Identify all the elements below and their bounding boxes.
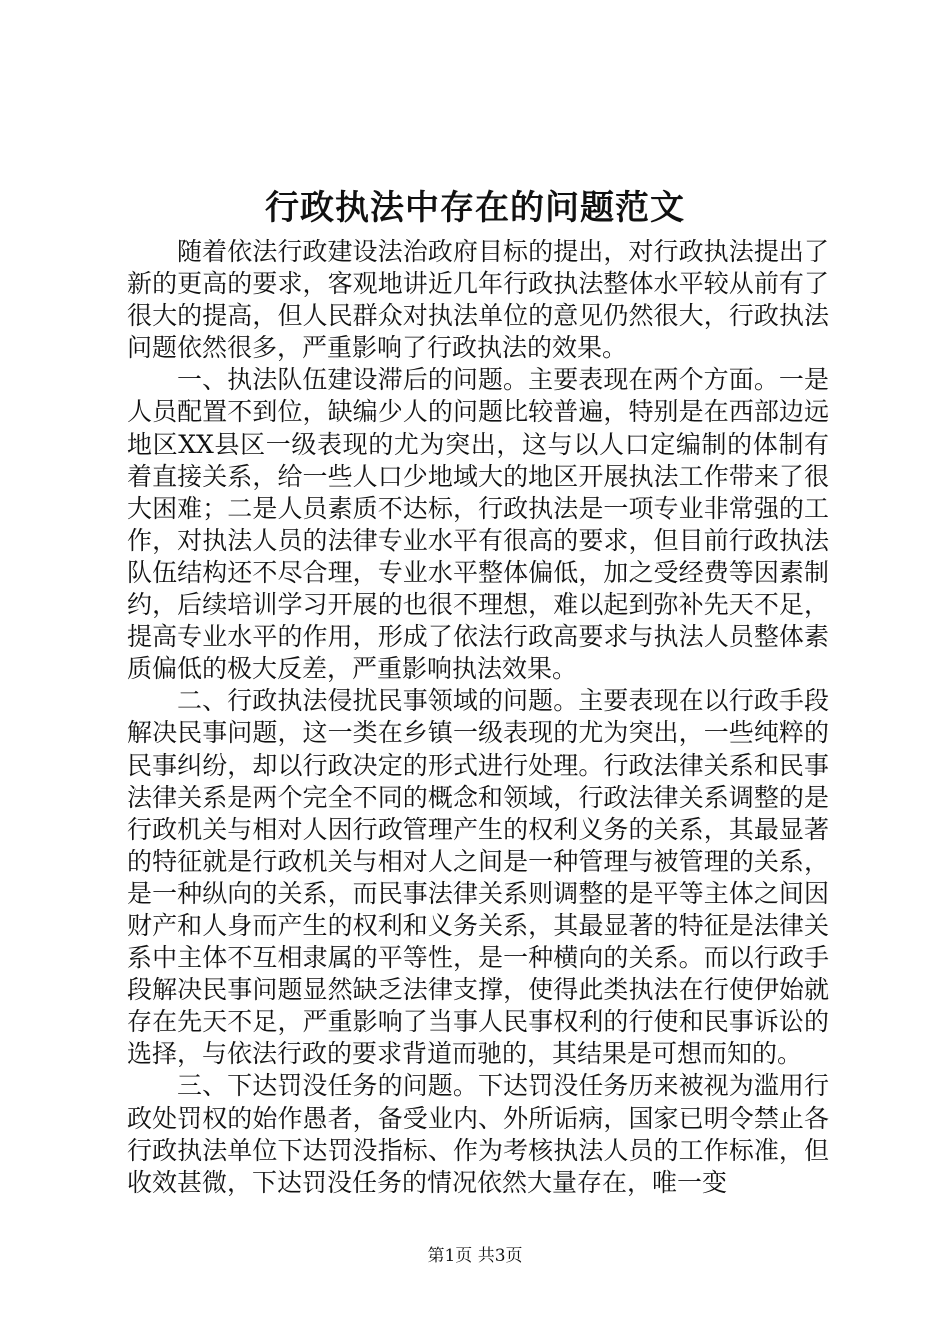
document-title: 行政执法中存在的问题范文 <box>265 188 685 228</box>
document-body <box>127 236 829 1199</box>
paragraph-section-1: 一、执法队伍建设滞后的问题。主要表现在两个方面。一是人员配置不到位，缺编少人的问题比较普遍，特别是在西部边远地区XX县区一级表现的尤为突出，这与以人口定编制的体制有着直接关系，给一些人口少地域大的地区开展执法工作带来了很大困难；二是人员素质不达标，行政执法是一项专业非常强的工作，对执法人员的法律专业水平有很高的要求，但目前行政执法队伍结构还不尽合理，专业水平整体偏低，加之受经费等因素制约，后续培训学习开展的也很不理想，难以起到弥补先天不足，提高专业水平的作用，形成了依法行政高要求与执法人员整体素质偏低的极大反差，严重影响执法效果。 <box>127 365 829 684</box>
paragraph-section-2: 二、行政执法侵扰民事领域的问题。主要表现在以行政手段解决民事问题，这一类在乡镇一级表现的尤为突出，一些纯粹的民事纠纷，却以行政决定的形式进行处理。行政法律关系和民事法律关系是两个完全不同的概念和领域，行政法律关系调整的是行政机关与相对人因行政管理产生的权利义务的关系，其最显著的特征就是行政机关与相对人之间是一种管理与被管理的关系，是一种纵向的关系，而民事法律关系则调整的是平等主体之间因财产和人身而产生的权利和义务关系，其最显著的特征是法律关系中主体不互相隶属的平等性，是一种横向的关系。而以行政手段解决民事问题显然缺乏法律支撑，使得此类执法在行使伊始就存在先天不足，严重影响了当事人民事权利的行使和民事诉讼的选择，与依法行政的要求背道而驰的，其结果是可想而知的。 <box>127 686 829 1069</box>
page-footer: 第1页 共3页 <box>427 1246 523 1266</box>
paragraph-section-3: 三、下达罚没任务的问题。下达罚没任务历来被视为滥用行政处罚权的始作愚者，备受业内、外所诟病，国家已明令禁止各行政执法单位下达罚没指标、作为考核执法人员的工作标准，但收效甚微，下达罚没任务的情况依然大量存在，唯一变 <box>127 1071 829 1197</box>
paragraph-intro: 随着依法行政建设法治政府目标的提出，对行政执法提出了新的更高的要求，客观地讲近几年行政执法整体水平较从前有了很大的提高，但人民群众对执法单位的意见仍然很大，行政执法问题依然很多，严重影响了行政执法的效果。 <box>127 237 829 363</box>
